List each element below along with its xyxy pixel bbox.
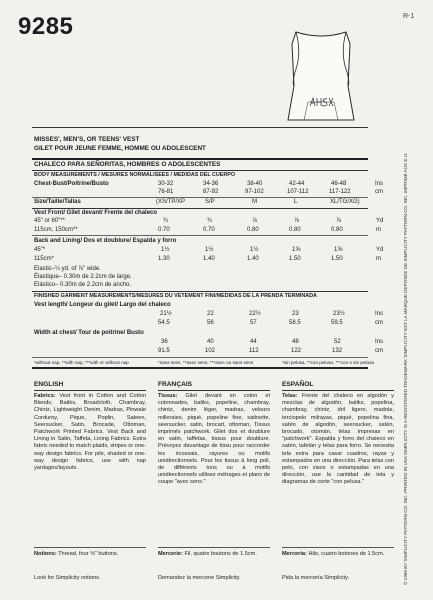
spanish-notions: [282, 551, 394, 558]
columns-divider: [32, 367, 368, 369]
notions-label: Mercería:: [282, 551, 307, 557]
size-value: S/P: [205, 199, 215, 205]
vest-front-yd: ¾: [163, 218, 169, 224]
unit-yd: Yd: [376, 218, 384, 224]
side-strip: [403, 40, 411, 600]
width-cm: 122: [291, 348, 302, 354]
elastic-es: Elástico– 0.30m de 2.2cm de ancho.: [34, 282, 132, 288]
width-in: 44: [250, 339, 257, 345]
spanish-fabrics: [282, 393, 394, 487]
chest-cm: 107-112: [287, 189, 309, 195]
side-copyright: © 1996 BY SIMPLICITY PATTERN CO. INC. PRINTED IN USA SIMPLICITY IS A REGISTERED TRADEMARK SIMPLICITY EST LA MARQUE DEPOSÉE DE SIMPLICITY PATTERN CO. INC. IMPRIMÉ AUX E.U.: [403, 152, 408, 585]
chest-cm: 87-92: [203, 189, 219, 195]
unit-ins: Ins: [375, 181, 384, 187]
unit-cm: cm: [375, 348, 383, 354]
vest-length-cm: 56: [207, 320, 214, 326]
body-measurements-heading: BODY MEASUREMENTS / MESURES NORMALISEES / MEDIDAS DEL CUERPO: [34, 172, 236, 178]
back-m: 1.50: [331, 256, 343, 262]
footnote-fr: *sans sens, **avec sens, ***avec ou sans sens: [158, 360, 254, 365]
fabrics-text: Frente del chaleco en algodón y mezclas de algodón, batiks, popelina, chambray, chintz, dril ligero, madrás, terciopelo milrayas, piqué, popelina fina, satén de algodón, seersucker, satén, brocado, otomán, telas impresas en "patchwork". Espalda y forro del chaleco en satén, tafetán y telas para forro. Se necesita tela extra para casar cuadros, rayas y estampados en una dirección. Para telas con pelo, con visos o estampadas en una dirección, use la cantidad de tela y diagramas de corte "con pelusa.": [282, 393, 394, 486]
vest-front-m: 0.80: [289, 227, 301, 233]
back-label: Back and Lining/ Dos et doublure/ Espalda y forro: [34, 238, 177, 244]
title-en: MISSES', MEN'S, OR TEENS' VEST: [34, 136, 140, 143]
fabrics-label: Telas:: [282, 393, 298, 399]
rule: [32, 357, 368, 358]
vest-front-label: Vest Front/ Gilet devant/ Frente del chaleco: [34, 210, 158, 216]
notions-text: Hilo, cuatro botones de 1.5cm.: [308, 551, 385, 557]
french-fabrics: [158, 393, 270, 487]
spanish-title: CHALECO PARA SEÑORITAS, HOMBRES O ADOLESCENTES: [34, 161, 221, 168]
unit-m: m: [376, 227, 381, 233]
vest-length-label: Vest length/ Longeur du gilet/ Largo del chaleco: [34, 302, 171, 308]
width-cm: 112: [249, 348, 259, 354]
vest-length-in: 21½: [160, 311, 172, 317]
rule: [32, 197, 368, 198]
vest-length-cm: 54.5: [158, 320, 170, 326]
vest-length-in: 22½: [249, 311, 261, 317]
vest-front-m: 0.80: [247, 227, 259, 233]
rule: [158, 390, 270, 391]
title-divider: [32, 127, 368, 128]
unit-ins: Ins: [375, 311, 384, 317]
width-cm: 91.5: [158, 348, 170, 354]
vest-length-in: 22: [207, 311, 214, 317]
chest-cm: 117-122: [329, 189, 351, 195]
width-cm: 132: [332, 348, 343, 354]
fabrics-label: Fabrics:: [34, 393, 56, 399]
vest-length-cm: 59.5: [331, 320, 343, 326]
rule: [32, 170, 368, 171]
vest-front-yd: ⅞: [294, 218, 300, 224]
rule: [32, 208, 368, 209]
notions-text: Thread, four ⅝" buttons.: [58, 551, 119, 557]
back-yd: 1⅝: [292, 247, 301, 253]
rule: [282, 390, 394, 391]
elastic-fr: Élastique– 0.30m de 2.2cm de large.: [34, 274, 132, 280]
spanish-heading: ESPAÑOL: [282, 381, 314, 388]
back-yd: 1½: [161, 247, 170, 253]
english-notions: [34, 551, 146, 558]
chest-cm: 97-102: [245, 189, 264, 195]
size-label: Size/Taille/Tallas: [34, 199, 81, 205]
vest-length-cm: 58.5: [289, 320, 301, 326]
width-label: Width at chest/ Tour de poitrine/ Busto: [34, 330, 144, 336]
notions-label: Mercerie:: [158, 551, 183, 557]
chest-in: 30-32: [158, 181, 174, 187]
width-in: 36: [161, 339, 168, 345]
vest-front-yd: ¾: [207, 218, 213, 224]
rule: [32, 291, 368, 292]
unit-cm: cm: [375, 320, 383, 326]
sizing-divider: [32, 158, 368, 160]
finished-heading: FINISHED GARMENT MEASUREMENTS/MESURES DU VETEMENT FINI/MEDIDAS DE LA PRENDA TERMINADA: [34, 293, 317, 299]
vest-back-illustration: [282, 26, 360, 126]
fabric-width: 115cm*: [34, 256, 54, 262]
notions-text: Fil, quatre boutons de 1.5cm.: [184, 551, 257, 557]
size-value: (XS/TP/XP: [156, 199, 186, 205]
spanish-look-for: Pida la mercería Simplicity.: [282, 575, 350, 581]
vest-length-in: 23: [292, 311, 299, 317]
corner-code: R-1: [403, 13, 415, 20]
chest-in: 38-40: [247, 181, 263, 187]
vest-front-m: 0.70: [203, 227, 215, 233]
unit-ins: Ins: [375, 339, 384, 345]
vest-front-m: 0.70: [158, 227, 170, 233]
vest-front-yd: ⅞: [336, 218, 342, 224]
back-m: 1.50: [289, 256, 301, 262]
pattern-number: 9285: [18, 13, 74, 40]
rule: [282, 547, 394, 548]
unit-m: m: [376, 256, 381, 262]
rule: [32, 235, 368, 236]
unit-yd: Yd: [376, 247, 384, 253]
french-notions: [158, 551, 270, 558]
notions-label: Notions:: [34, 551, 57, 557]
vest-front-m: 0.80: [331, 227, 343, 233]
chest-in: 34-36: [203, 181, 219, 187]
fabrics-text: Gilet devant en coton et cotonnades, batiks, popeline, chambray, chintz, denim léger, madras, velours milleraies, piqué, popeline fine, satinette, seersucker, satin, brocart, ottoman, Tissus imprimés patchwork. Gilet dos et doublure en satin, taffetas, tissus pour doublure. Prévoyez davantage de tissu pour raccorder les écossais, rayures ou motifs unidirectionnels. Pour les tissus à long poil, de différents tons ou à motifs unidirectionnels utilisez métrages et plans de coupe "avec sens.": [158, 393, 270, 486]
size-value: M: [252, 199, 257, 205]
english-look-for: Look for Simplicity notions.: [34, 575, 101, 581]
size-value: L: [294, 199, 298, 205]
back-m: 1.40: [247, 256, 259, 262]
fabric-width: 45" or 60"**: [34, 218, 65, 224]
fabric-width: 115cm, 150cm**: [34, 227, 78, 233]
vest-front-yd: ⅞: [252, 218, 258, 224]
size-value: XL/TG/XG): [330, 199, 360, 205]
fabrics-label: Tissus:: [158, 393, 178, 399]
vest-length-in: 23½: [333, 311, 345, 317]
unit-cm: cm: [375, 189, 383, 195]
rule: [34, 547, 146, 548]
back-yd: 1½: [250, 247, 259, 253]
english-fabrics: [34, 393, 146, 472]
width-in: 48: [292, 339, 299, 345]
rule: [158, 547, 270, 548]
french-look-for: Demandez la mercerie Simplicity.: [158, 575, 241, 581]
back-yd: 1½: [205, 247, 214, 253]
french-heading: FRANÇAIS: [158, 381, 193, 388]
chest-label: Chest-Bust/Poitrine/Busto: [34, 181, 109, 187]
back-m: 1.40: [203, 256, 215, 262]
title-fr: GILET POUR JEUNE FEMME, HOMME OU ADOLESCENT: [34, 145, 206, 152]
footnote-es: *sin pelusa, **con pelusa, ***con o sin pelusa: [282, 360, 374, 365]
back-m: 1.30: [158, 256, 170, 262]
vest-length-cm: 57: [250, 320, 257, 326]
chest-cm: 76-81: [158, 189, 174, 195]
back-yd: 1⅝: [334, 247, 343, 253]
chest-in: 42-44: [289, 181, 305, 187]
fabrics-text: Vest front in Cotton and Cotton Blends, Batiks, Broadcloth, Chambray, Chintz, Lightweight Denim, Madras, Pinwale Corduroy, Pique, Poplin, Sateen, Seersucker, Satin, Brocade, Ottoman, Patchwork Printed Fabrics. Vest Back and Lining in Satin, Taffeta, Lining Fabrics. Extra fabric needed to match plaids, stripes or one-way design fabrics. For pile, shaded or one-way design fabrics, use with nap yardages/layouts.: [34, 393, 146, 472]
width-in: 40: [207, 339, 214, 345]
chest-in: 46-48: [331, 181, 347, 187]
footnote-en: *without nap, **with nap, ***with or without nap: [34, 360, 129, 365]
fabric-width: 45"*: [34, 247, 46, 253]
width-cm: 102: [205, 348, 216, 354]
english-heading: ENGLISH: [34, 381, 64, 388]
rule: [34, 390, 146, 391]
width-in: 52: [334, 339, 341, 345]
elastic-en: Elastic–¼ yd. of ⅞" wide.: [34, 266, 101, 272]
